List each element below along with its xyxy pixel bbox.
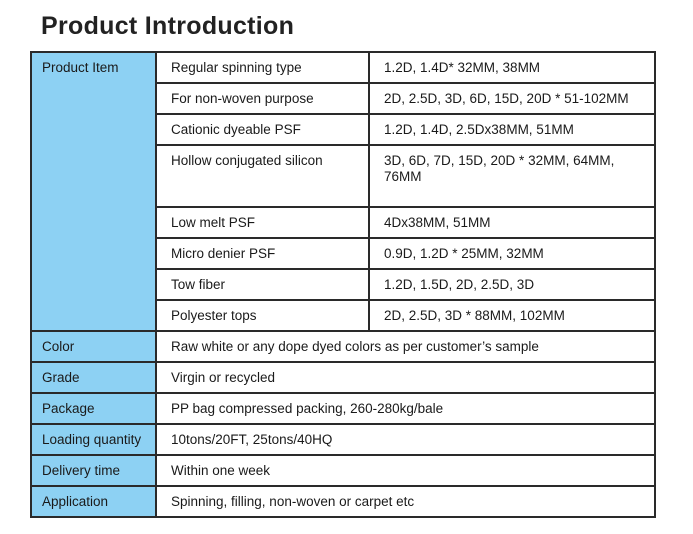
attribute-value-cell xyxy=(156,331,655,362)
item-name: Micro denier PSF xyxy=(171,246,276,261)
item-spec: 2D, 2.5D, 3D * 88MM, 102MM xyxy=(384,308,565,323)
item-spec-cell xyxy=(369,207,655,238)
item-name: Polyester tops xyxy=(171,308,257,323)
attribute-label: Package xyxy=(42,401,95,416)
attribute-label: Loading quantity xyxy=(42,432,142,447)
attribute-value: Raw white or any dope dyed colors as per customer’s sample xyxy=(171,339,539,354)
product-spec-table xyxy=(30,51,656,518)
item-spec-cell xyxy=(369,300,655,331)
category-cell xyxy=(31,362,156,393)
attribute-value: Virgin or recycled xyxy=(171,370,276,385)
item-spec: 1.2D, 1.5D, 2D, 2.5D, 3D xyxy=(384,277,535,292)
table-row xyxy=(31,331,655,362)
item-name: For non-woven purpose xyxy=(171,91,314,106)
table-row xyxy=(31,424,655,455)
category-label: Product Item xyxy=(42,60,119,75)
item-spec: 3D, 6D, 7D, 15D, 20D * 32MM, 64MM, 76MM xyxy=(384,153,615,184)
attribute-label: Grade xyxy=(42,370,80,385)
item-name-cell xyxy=(156,300,369,331)
item-spec-cell xyxy=(369,238,655,269)
category-cell xyxy=(31,393,156,424)
item-name-cell xyxy=(156,269,369,300)
item-name: Low melt PSF xyxy=(171,215,256,230)
category-cell xyxy=(31,455,156,486)
attribute-label: Application xyxy=(42,494,109,509)
item-spec-cell xyxy=(369,52,655,83)
item-name: Cationic dyeable PSF xyxy=(171,122,301,137)
item-spec: 1.2D, 1.4D, 2.5Dx38MM, 51MM xyxy=(384,122,574,137)
attribute-value-cell xyxy=(156,486,655,517)
attribute-label: Delivery time xyxy=(42,463,121,478)
item-spec-cell xyxy=(369,269,655,300)
category-cell xyxy=(31,331,156,362)
page-title: Product Introduction xyxy=(41,12,295,40)
table-row xyxy=(31,52,655,83)
item-spec-cell xyxy=(369,83,655,114)
item-name: Tow fiber xyxy=(171,277,226,292)
category-cell xyxy=(31,424,156,455)
item-spec: 4Dx38MM, 51MM xyxy=(384,215,491,230)
attribute-value-cell xyxy=(156,424,655,455)
attribute-value: 10tons/20FT, 25tons/40HQ xyxy=(171,432,333,447)
attribute-value: Spinning, filling, non-woven or carpet etc xyxy=(171,494,415,509)
table-row xyxy=(31,362,655,393)
item-name-cell xyxy=(156,145,369,207)
category-cell xyxy=(31,52,156,331)
item-name-cell xyxy=(156,114,369,145)
item-spec: 1.2D, 1.4D* 32MM, 38MM xyxy=(384,60,541,75)
item-name-cell xyxy=(156,52,369,83)
attribute-value: PP bag compressed packing, 260-280kg/bale xyxy=(171,401,444,416)
item-name: Hollow conjugated silicon xyxy=(171,153,323,168)
category-cell xyxy=(31,486,156,517)
attribute-value-cell xyxy=(156,393,655,424)
attribute-value-cell xyxy=(156,362,655,393)
attribute-label: Color xyxy=(42,339,75,354)
table-row xyxy=(31,486,655,517)
item-name-cell xyxy=(156,83,369,114)
item-name: Regular spinning type xyxy=(171,60,302,75)
item-spec-cell xyxy=(369,145,655,207)
item-spec: 0.9D, 1.2D * 25MM, 32MM xyxy=(384,246,544,261)
attribute-value-cell xyxy=(156,455,655,486)
table-row xyxy=(31,455,655,486)
attribute-value: Within one week xyxy=(171,463,271,478)
item-spec: 2D, 2.5D, 3D, 6D, 15D, 20D * 51-102MM xyxy=(384,91,629,106)
item-name-cell xyxy=(156,238,369,269)
item-spec-cell xyxy=(369,114,655,145)
item-name-cell xyxy=(156,207,369,238)
table-row xyxy=(31,393,655,424)
